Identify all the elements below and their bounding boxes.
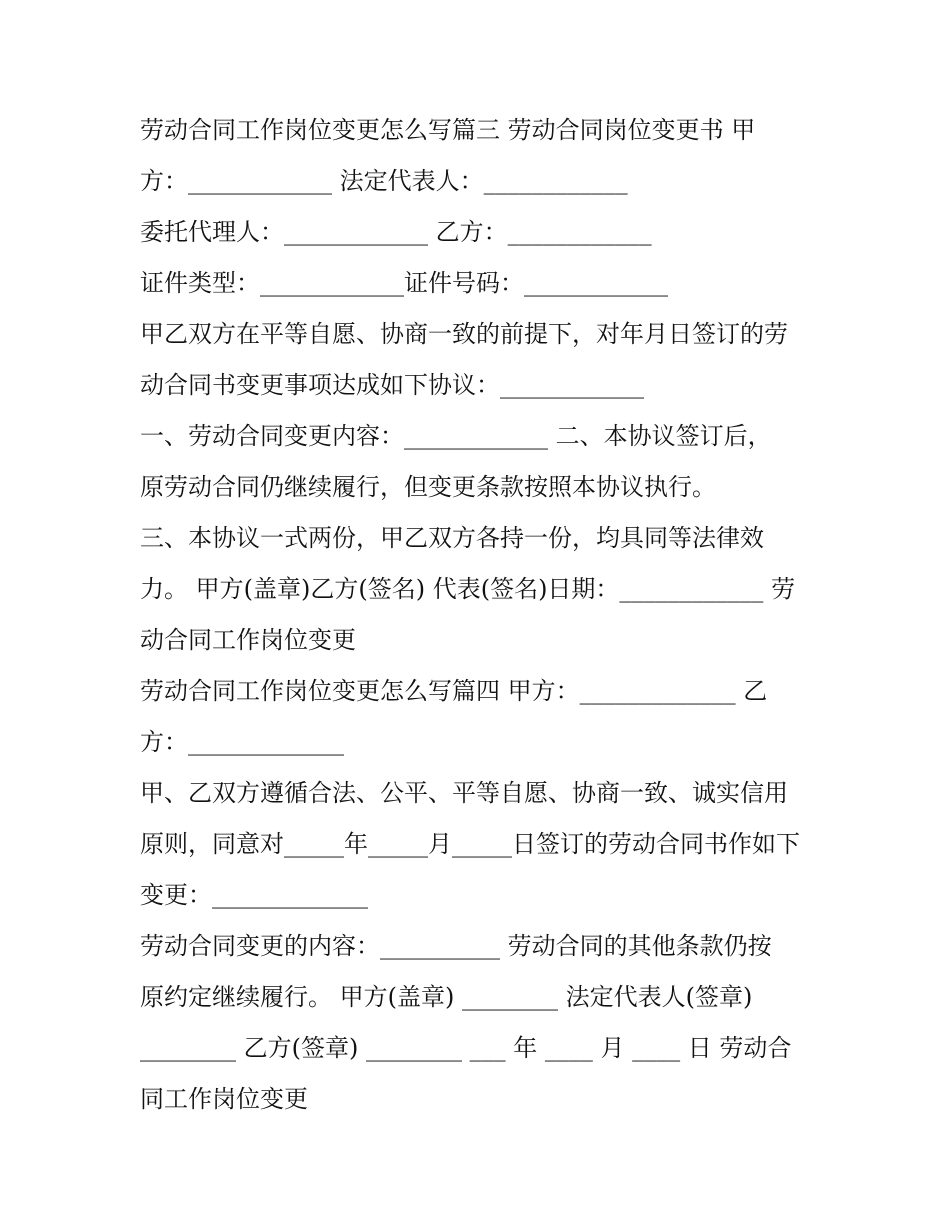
text-line: 方：____________ 法定代表人：____________ bbox=[140, 167, 628, 195]
text-line: 一、劳动合同变更内容：____________ 二、本协议签订后， bbox=[140, 422, 772, 450]
text-line: 原劳动合同仍继续履行，但变更条款按照本协议执行。 bbox=[140, 473, 716, 501]
text-line: 委托代理人：____________ 乙方：____________ bbox=[140, 218, 652, 246]
text-line: 变更：_____________ bbox=[140, 881, 368, 909]
document-body bbox=[140, 108, 820, 1128]
text-line: 原约定继续履行。 甲方(盖章) ________ 法定代表人(签章) bbox=[140, 983, 753, 1011]
text-line: 原则，同意对_____年_____月_____日签订的劳动合同书作如下 bbox=[140, 830, 800, 858]
text-line: 力。 甲方(盖章)乙方(签名) 代表(签名)日期：____________ 劳 bbox=[140, 575, 796, 603]
text-line: 动合同工作岗位变更 bbox=[140, 626, 356, 654]
text-line: 证件类型：____________证件号码：____________ bbox=[140, 269, 668, 297]
text-line: 同工作岗位变更 bbox=[140, 1085, 308, 1113]
text-line: 三、本协议一式两份，甲乙双方各持一份，均具同等法律效 bbox=[140, 524, 764, 552]
text-line: 甲乙双方在平等自愿、协商一致的前提下，对年月日签订的劳 bbox=[140, 320, 788, 348]
text-line: 劳动合同变更的内容：__________ 劳动合同的其他条款仍按 bbox=[140, 932, 772, 960]
text-line: 方：_____________ bbox=[140, 728, 344, 756]
text-line: 甲、乙双方遵循合法、公平、平等自愿、协商一致、诚实信用 bbox=[140, 779, 788, 807]
text-line: ________ 乙方(签章) ________ ___ 年 ____ 月 ____ 日 劳动合 bbox=[140, 1034, 792, 1062]
text-line: 劳动合同工作岗位变更怎么写篇三 劳动合同岗位变更书 甲 bbox=[140, 116, 756, 144]
text-line: 劳动合同工作岗位变更怎么写篇四 甲方：_____________ 乙 bbox=[140, 677, 768, 705]
text-line: 动合同书变更事项达成如下协议：____________ bbox=[140, 371, 644, 399]
